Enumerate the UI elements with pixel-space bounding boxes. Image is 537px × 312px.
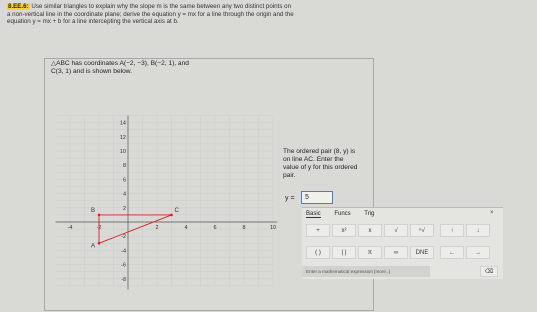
key-pi[interactable]: π bbox=[358, 246, 382, 259]
y-tick-label: 8 bbox=[122, 163, 126, 170]
key-dne[interactable]: DNE bbox=[410, 246, 434, 259]
y-tick-label: 4 bbox=[122, 191, 126, 198]
point-label-b: B bbox=[91, 207, 96, 214]
standard-line-1: Use similar triangles to explain why the slope m is the same between any two distinct points on bbox=[29, 3, 292, 10]
point-label-a: A bbox=[91, 243, 96, 250]
backspace-icon[interactable]: ⌫ bbox=[480, 266, 498, 277]
point-b bbox=[98, 214, 101, 217]
key-down-arrow[interactable]: ↓ bbox=[466, 224, 490, 237]
x-tick-label: 2 bbox=[155, 225, 159, 231]
standard-code: 8.EE.6: bbox=[8, 3, 29, 10]
x-tick-label: -4 bbox=[67, 225, 73, 231]
key-left-arrow[interactable]: ← bbox=[440, 246, 464, 259]
key-infinity[interactable]: ∞ bbox=[384, 246, 408, 259]
x-tick-label: 10 bbox=[269, 225, 277, 231]
y-tick-label: -4 bbox=[121, 248, 126, 255]
x-tick-label: 4 bbox=[184, 225, 188, 231]
keypad-hint[interactable]: Enter a mathematical expression [more..] bbox=[302, 266, 430, 277]
key-parentheses[interactable]: ( ) bbox=[306, 246, 330, 259]
prompt-line-1: The ordered pair (8, y) is bbox=[283, 148, 356, 155]
coordinate-graph bbox=[50, 83, 277, 312]
y-tick-label: 2 bbox=[122, 205, 126, 212]
x-tick-label: -2 bbox=[96, 225, 102, 231]
key-absolute-value[interactable]: | | bbox=[332, 246, 356, 259]
y-tick-label: 10 bbox=[119, 149, 126, 155]
x-tick-label: 8 bbox=[242, 225, 246, 231]
question-text bbox=[51, 60, 261, 76]
y-tick-label: -6 bbox=[121, 262, 126, 269]
prompt-line-3: value of y for this ordered bbox=[283, 164, 358, 171]
keypad-close-icon[interactable]: × bbox=[490, 210, 494, 216]
tab-basic[interactable]: Basic bbox=[306, 211, 321, 217]
graph-svg bbox=[50, 83, 277, 312]
key-x-squared[interactable]: x² bbox=[332, 224, 356, 237]
math-keypad bbox=[302, 207, 503, 279]
prompt-line-4: pair. bbox=[283, 172, 296, 179]
key-nth-root[interactable]: ⁿ√ bbox=[410, 224, 434, 237]
answer-input[interactable]: 5 bbox=[301, 191, 333, 204]
keypad-tabs bbox=[306, 211, 386, 217]
y-tick-label: 14 bbox=[119, 120, 126, 127]
key-sqrt[interactable]: √ bbox=[384, 224, 408, 237]
standard-line-2: a non-vertical line in the coordinate plane; derive the equation y = mx for a line through the origin and the bbox=[7, 10, 294, 18]
point-label-c: C bbox=[174, 207, 179, 214]
x-tick-label: 6 bbox=[213, 225, 217, 231]
y-tick-label: -2 bbox=[121, 234, 126, 241]
key-up-arrow[interactable]: ↑ bbox=[440, 224, 464, 237]
question-prompt bbox=[283, 148, 383, 180]
point-c bbox=[170, 214, 173, 217]
key-x[interactable]: x bbox=[358, 224, 382, 237]
tab-trig[interactable]: Trig bbox=[364, 211, 375, 217]
key-right-arrow[interactable]: → bbox=[466, 246, 490, 259]
y-tick-label: -8 bbox=[121, 276, 126, 283]
tab-funcs[interactable]: Funcs bbox=[334, 211, 351, 217]
standard-text bbox=[7, 3, 427, 26]
question-line-1: △ABC has coordinates A(−2, −3), B(−2, 1), and bbox=[51, 60, 189, 67]
y-tick-label: 12 bbox=[119, 134, 126, 141]
prompt-line-2: on line AC. Enter the bbox=[283, 156, 344, 163]
key-plus[interactable]: + bbox=[306, 224, 330, 237]
y-tick-label: 6 bbox=[122, 177, 126, 184]
standard-line-3: equation y = mx + b for a line intercepting the vertical axis at b. bbox=[7, 18, 179, 26]
point-a bbox=[98, 242, 101, 245]
answer-label: y = bbox=[285, 195, 295, 202]
question-line-2: C(3, 1) and is shown below. bbox=[51, 68, 132, 75]
